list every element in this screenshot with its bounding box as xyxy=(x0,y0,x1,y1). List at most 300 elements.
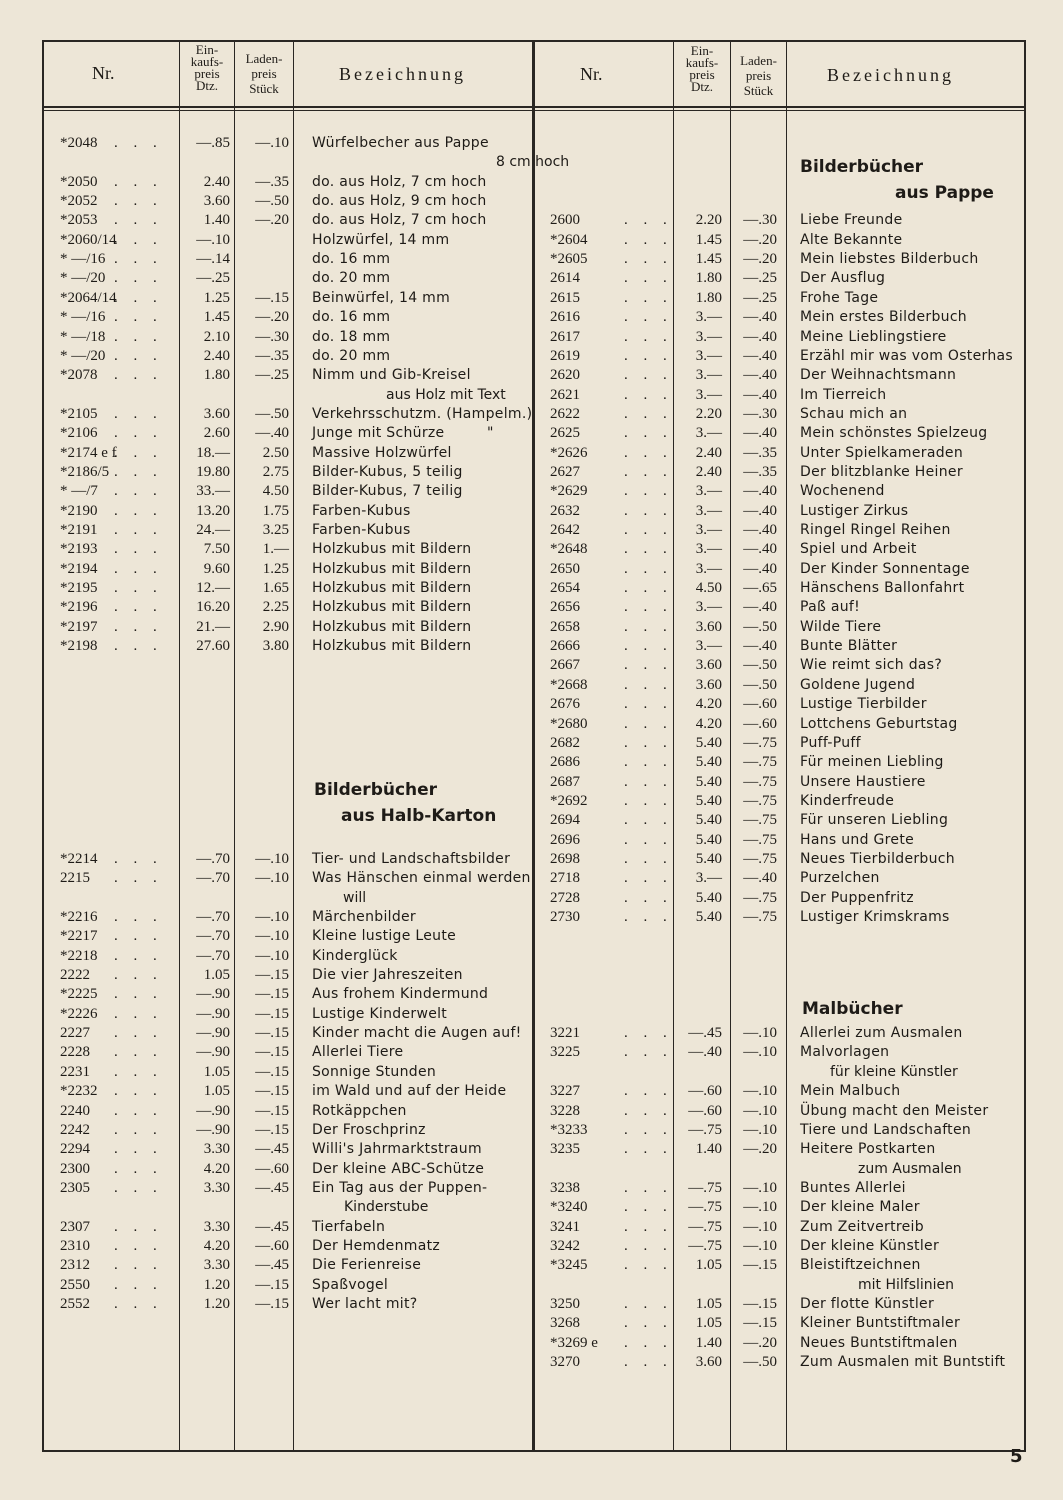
leader-dots: . . . xyxy=(624,1179,673,1196)
einkaufspreis-value: 24.— xyxy=(196,522,230,538)
einkaufspreis-value: 16.20 xyxy=(196,599,230,616)
bezeichnung-text: do. 20 mm xyxy=(312,270,391,287)
ladenpreis-value: —.10 xyxy=(743,1199,777,1216)
leader-dots: . . . xyxy=(624,367,673,384)
item-number: *2060/14 xyxy=(60,231,117,248)
ladenpreis-value: —.40 xyxy=(743,386,777,403)
header-rule xyxy=(44,106,1024,108)
leader-dots: . . . xyxy=(624,638,673,655)
description-continuation: für kleine Künstler xyxy=(830,1063,958,1080)
bezeichnung-text: Kinderfreude xyxy=(800,792,895,809)
ladenpreis-value: —.15 xyxy=(255,1296,289,1312)
bezeichnung-text: Zum Ausmalen mit Buntstift xyxy=(800,1354,1006,1371)
ladenpreis-value: —.60 xyxy=(255,1237,289,1254)
einkaufspreis-value: —.70 xyxy=(196,928,230,945)
einkaufspreis-value: 33.— xyxy=(196,483,230,500)
bezeichnung-text: Frohe Tage xyxy=(800,289,879,306)
section-heading-malbuecher: Malbücher xyxy=(802,999,903,1019)
leader-dots: . . . xyxy=(114,1063,163,1080)
table-row xyxy=(44,329,1024,348)
item-number: *2225 xyxy=(60,986,98,1003)
ladenpreis-value: —.15 xyxy=(743,1315,777,1332)
bezeichnung-text: Holzkubus mit Bildern xyxy=(312,541,472,558)
einkaufspreis-value: 5.40 xyxy=(695,792,722,809)
table-row xyxy=(44,1296,1024,1315)
ladenpreis-value: —.40 xyxy=(743,522,777,538)
einkaufspreis-value: —.75 xyxy=(688,1121,722,1138)
leader-dots: . . . xyxy=(114,1121,163,1138)
bezeichnung-text: Heitere Postkarten xyxy=(800,1141,936,1158)
table-row xyxy=(44,657,1024,676)
einkaufspreis-value: 3.— xyxy=(695,347,722,364)
item-number: *2629 xyxy=(550,483,588,500)
table-row xyxy=(44,464,1024,483)
item-number: 3235 xyxy=(550,1141,580,1158)
leader-dots: . . . xyxy=(624,812,673,829)
item-number: *2195 xyxy=(60,580,98,597)
einkaufspreis-value: —.75 xyxy=(688,1199,722,1216)
table-row xyxy=(44,774,1024,793)
item-number: 3227 xyxy=(550,1083,580,1100)
item-number: *2217 xyxy=(60,928,98,945)
leader-dots: . . . xyxy=(624,1354,673,1371)
item-number: *2078 xyxy=(60,367,98,384)
bezeichnung-text: Schau mich an xyxy=(800,405,908,422)
ladenpreis-value: —.10 xyxy=(255,928,289,945)
ladenpreis-value: —.30 xyxy=(743,405,777,422)
einkaufspreis-value: —.14 xyxy=(196,251,230,268)
leader-dots: . . . xyxy=(114,270,163,287)
item-number: 3270 xyxy=(550,1354,580,1371)
bezeichnung-text: im Wald und auf der Heide xyxy=(312,1083,507,1100)
ladenpreis-value: —.15 xyxy=(255,1121,289,1138)
einkaufspreis-value: 7.50 xyxy=(203,541,230,558)
ladenpreis-value: —.75 xyxy=(743,909,777,925)
einkaufspreis-value: 1.80 xyxy=(695,270,722,287)
bezeichnung-text: Der Kinder Sonnentage xyxy=(800,560,970,577)
leader-dots: . . . xyxy=(114,1257,163,1274)
leader-dots: . . . xyxy=(114,618,163,635)
einkaufspreis-value: —.75 xyxy=(688,1237,722,1254)
ladenpreis-value: —.35 xyxy=(255,347,289,364)
item-number: *2648 xyxy=(550,541,588,558)
table-row xyxy=(44,348,1024,367)
item-number: 2620 xyxy=(550,367,580,384)
leader-dots: . . . xyxy=(114,463,163,480)
bezeichnung-text: Holzkubus mit Bildern xyxy=(312,560,472,577)
leader-dots: . . . xyxy=(624,1315,673,1332)
ladenpreis-value: —.50 xyxy=(743,618,777,635)
einkaufspreis-value: 1.80 xyxy=(203,367,230,384)
leader-dots: . . . xyxy=(114,444,163,461)
table-row xyxy=(44,909,1024,928)
bezeichnung-text: Tiere und Landschaften xyxy=(800,1121,972,1138)
item-number: *2194 xyxy=(60,560,98,577)
table-row xyxy=(44,890,1024,909)
leader-dots: . . . xyxy=(624,715,673,732)
leader-dots: . . . xyxy=(114,1025,163,1042)
description-continuation: aus Holz mit Text xyxy=(386,386,506,403)
table-row xyxy=(44,387,1024,406)
ladenpreis-value: 1.— xyxy=(262,541,289,558)
table-row xyxy=(44,812,1024,831)
table-row xyxy=(44,793,1024,812)
item-number: 2666 xyxy=(550,638,580,655)
ladenpreis-value: —.15 xyxy=(743,1296,777,1312)
ladenpreis-value: —.40 xyxy=(743,541,777,558)
ladenpreis-value: —.40 xyxy=(743,502,777,519)
leader-dots: . . . xyxy=(114,1296,163,1312)
bezeichnung-text: Der kleine Maler xyxy=(800,1199,920,1216)
item-number: 2682 xyxy=(550,734,580,751)
leader-dots: . . . xyxy=(114,1083,163,1100)
einkaufspreis-value: 3.60 xyxy=(695,676,722,693)
einkaufspreis-value: 1.40 xyxy=(695,1334,722,1351)
einkaufspreis-value: 3.60 xyxy=(695,657,722,674)
table-row xyxy=(44,309,1024,328)
item-number: 2614 xyxy=(550,270,580,287)
einkaufspreis-value: 3.— xyxy=(695,367,722,384)
bezeichnung-text: Willi's Jahrmarktstraum xyxy=(312,1141,482,1158)
ladenpreis-value: —.50 xyxy=(255,193,289,210)
item-number: 2600 xyxy=(550,212,580,229)
bezeichnung-text: Holzwürfel, 14 mm xyxy=(312,231,450,248)
leader-dots: . . . xyxy=(624,1044,673,1061)
einkaufspreis-value: —.90 xyxy=(196,1121,230,1138)
bezeichnung-text: Für meinen Liebling xyxy=(800,754,944,771)
table-row xyxy=(44,483,1024,502)
einkaufspreis-value: 5.40 xyxy=(695,754,722,771)
leader-dots: . . . xyxy=(624,328,673,345)
einkaufspreis-value: —.25 xyxy=(196,270,230,287)
leader-dots: . . . xyxy=(624,425,673,442)
ladenpreis-value: —.40 xyxy=(743,560,777,577)
leader-dots: . . . xyxy=(624,405,673,422)
leader-dots: . . . xyxy=(624,212,673,229)
leader-dots: . . . xyxy=(114,405,163,422)
bezeichnung-text: Purzelchen xyxy=(800,870,880,887)
table-row xyxy=(44,580,1024,599)
einkaufspreis-value: 4.20 xyxy=(695,696,722,713)
item-number: 3225 xyxy=(550,1044,580,1061)
table-row xyxy=(44,851,1024,870)
bezeichnung-text: Was Hänschen einmal werden xyxy=(312,870,531,887)
table-row xyxy=(44,561,1024,580)
ladenpreis-value: —.30 xyxy=(743,212,777,229)
ladenpreis-value: —.10 xyxy=(743,1218,777,1235)
item-number: *2218 xyxy=(60,947,98,964)
ladenpreis-value: —.75 xyxy=(743,734,777,751)
ladenpreis-value: —.40 xyxy=(743,599,777,616)
einkaufspreis-value: 3.— xyxy=(695,560,722,577)
einkaufspreis-value: 3.— xyxy=(695,502,722,519)
einkaufspreis-value: 4.20 xyxy=(695,715,722,732)
einkaufspreis-value: 3.— xyxy=(695,483,722,500)
price-list-table xyxy=(42,40,1026,1452)
einkaufspreis-value: 19.80 xyxy=(196,463,230,480)
ladenpreis-value: —.20 xyxy=(743,1141,777,1158)
einkaufspreis-value: 2.10 xyxy=(203,328,230,345)
einkaufspreis-value: 3.— xyxy=(695,638,722,655)
item-number: * —/20 xyxy=(60,270,106,287)
ladenpreis-value: —.40 xyxy=(743,425,777,442)
einkaufspreis-value: 5.40 xyxy=(695,909,722,925)
bezeichnung-text: Farben-Kubus xyxy=(312,522,411,538)
einkaufspreis-value: 2.60 xyxy=(203,425,230,442)
table-row xyxy=(44,696,1024,715)
bezeichnung-text: Buntes Allerlei xyxy=(800,1179,906,1196)
table-row xyxy=(44,599,1024,618)
leader-dots: . . . xyxy=(114,1237,163,1254)
table-row xyxy=(44,290,1024,309)
section-heading-pappe: Bilderbücher aus Pappe xyxy=(800,157,994,203)
leader-dots: . . . xyxy=(114,1160,163,1177)
ladenpreis-value: —.40 xyxy=(743,367,777,384)
header-ladenpreis: Laden- preis Stück xyxy=(740,53,777,98)
table-row xyxy=(44,1257,1024,1276)
table-row xyxy=(44,1180,1024,1199)
einkaufspreis-value: 5.40 xyxy=(695,734,722,751)
ladenpreis-value: 2.25 xyxy=(262,599,289,616)
item-number: *2196 xyxy=(60,599,98,616)
table-row xyxy=(44,367,1024,386)
ladenpreis-value: —.40 xyxy=(743,870,777,887)
item-number: 2650 xyxy=(550,560,580,577)
item-number: * —/7 xyxy=(60,483,98,500)
item-number: *2105 xyxy=(60,405,98,422)
item-number: * —/20 xyxy=(60,347,106,364)
ladenpreis-value: —.10 xyxy=(743,1237,777,1254)
einkaufspreis-value: 1.20 xyxy=(203,1276,230,1293)
item-number: 3242 xyxy=(550,1237,580,1254)
ladenpreis-value: 2.90 xyxy=(262,618,289,635)
ladenpreis-value: —.25 xyxy=(255,367,289,384)
item-number: 2231 xyxy=(60,1063,90,1080)
leader-dots: . . . xyxy=(114,1276,163,1293)
bezeichnung-text: Massive Holzwürfel xyxy=(312,444,452,461)
item-number: * —/18 xyxy=(60,328,106,345)
table-row xyxy=(44,1141,1024,1160)
ladenpreis-value: —.15 xyxy=(255,967,289,984)
leader-dots: . . . xyxy=(624,251,673,268)
einkaufspreis-value: 1.05 xyxy=(695,1257,722,1274)
ladenpreis-value: —.65 xyxy=(743,580,777,597)
einkaufspreis-value: —.10 xyxy=(196,231,230,248)
ladenpreis-value: —.20 xyxy=(743,1334,777,1351)
leader-dots: . . . xyxy=(114,483,163,500)
item-number: 2632 xyxy=(550,502,580,519)
item-number: *2106 xyxy=(60,425,98,442)
leader-dots: . . . xyxy=(114,135,163,151)
header-rule xyxy=(44,110,1024,111)
ladenpreis-value: —.15 xyxy=(255,1005,289,1022)
item-number: *2668 xyxy=(550,676,588,693)
bezeichnung-text: Bunte Blätter xyxy=(800,638,898,655)
item-number: 2617 xyxy=(550,328,580,345)
ladenpreis-value: —.30 xyxy=(255,328,289,345)
leader-dots: . . . xyxy=(624,1083,673,1100)
leader-dots: . . . xyxy=(114,1141,163,1158)
ladenpreis-value: —.60 xyxy=(743,696,777,713)
bezeichnung-text: Tierfabeln xyxy=(312,1218,386,1235)
bezeichnung-text: Tier- und Landschaftsbilder xyxy=(312,850,511,867)
bezeichnung-text: Ringel Ringel Reihen xyxy=(800,522,951,538)
bezeichnung-text: Der Weihnachtsmann xyxy=(800,367,957,384)
item-number: 3238 xyxy=(550,1179,580,1196)
ladenpreis-value: —.45 xyxy=(255,1218,289,1235)
bezeichnung-text: Märchenbilder xyxy=(312,909,416,925)
bezeichnung-text: Mein Malbuch xyxy=(800,1083,901,1100)
ladenpreis-value: —.15 xyxy=(255,1083,289,1100)
bezeichnung-text: Der Puppenfritz xyxy=(800,889,914,906)
ladenpreis-value: —.45 xyxy=(255,1179,289,1196)
table-row xyxy=(44,1103,1024,1122)
item-number: 2552 xyxy=(60,1296,90,1312)
bezeichnung-text: Aus frohem Kindermund xyxy=(312,986,489,1003)
description-continuation: will xyxy=(343,889,367,906)
bezeichnung-text: Puff-Puff xyxy=(800,734,861,751)
bezeichnung-text: Mein schönstes Spielzeug xyxy=(800,425,988,442)
einkaufspreis-value: —.70 xyxy=(196,870,230,887)
item-number: *2692 xyxy=(550,792,588,809)
leader-dots: . . . xyxy=(114,947,163,964)
einkaufspreis-value: —.90 xyxy=(196,986,230,1003)
ladenpreis-value: —.45 xyxy=(255,1141,289,1158)
einkaufspreis-value: 1.05 xyxy=(203,967,230,984)
einkaufspreis-value: 5.40 xyxy=(695,850,722,867)
ladenpreis-value: 1.75 xyxy=(262,502,289,519)
item-number: *2053 xyxy=(60,212,98,229)
bezeichnung-text: Holzkubus mit Bildern xyxy=(312,618,472,635)
einkaufspreis-value: 3.60 xyxy=(203,405,230,422)
table-row xyxy=(44,619,1024,638)
ladenpreis-value: —.10 xyxy=(255,850,289,867)
item-number: *2186/5 xyxy=(60,463,110,480)
item-number: 2658 xyxy=(550,618,580,635)
einkaufspreis-value: 3.60 xyxy=(203,193,230,210)
ladenpreis-value: —.25 xyxy=(743,289,777,306)
bezeichnung-text: Bilder-Kubus, 7 teilig xyxy=(312,483,463,500)
ladenpreis-value: 3.80 xyxy=(262,638,289,655)
leader-dots: . . . xyxy=(624,1296,673,1312)
einkaufspreis-value: —.90 xyxy=(196,1025,230,1042)
einkaufspreis-value: 1.45 xyxy=(695,251,722,268)
leader-dots: . . . xyxy=(624,347,673,364)
table-row xyxy=(44,445,1024,464)
ladenpreis-value: —.10 xyxy=(743,1083,777,1100)
item-number: 2676 xyxy=(550,696,580,713)
ladenpreis-value: —.45 xyxy=(255,1257,289,1274)
leader-dots: . . . xyxy=(624,483,673,500)
bezeichnung-text: Der flotte Künstler xyxy=(800,1296,934,1312)
item-number: 2656 xyxy=(550,599,580,616)
description-continuation: mit Hilfslinien xyxy=(858,1276,955,1293)
item-number: *3233 xyxy=(550,1121,588,1138)
einkaufspreis-value: 18.— xyxy=(196,444,230,461)
einkaufspreis-value: 5.40 xyxy=(695,889,722,906)
einkaufspreis-value: 3.30 xyxy=(203,1257,230,1274)
ladenpreis-value: —.20 xyxy=(743,231,777,248)
bezeichnung-text: Neues Tierbilderbuch xyxy=(800,850,955,867)
einkaufspreis-value: 3.— xyxy=(695,522,722,538)
header-bezeichnung: Bezeichnung xyxy=(339,64,466,84)
leader-dots: . . . xyxy=(624,502,673,519)
einkaufspreis-value: 2.20 xyxy=(695,212,722,229)
bezeichnung-text: Kinder macht die Augen auf! xyxy=(312,1025,522,1042)
item-number: * —/16 xyxy=(60,309,106,326)
ladenpreis-value: —.15 xyxy=(255,1102,289,1119)
leader-dots: . . . xyxy=(624,1025,673,1042)
ladenpreis-value: —.10 xyxy=(255,135,289,151)
item-number: *2193 xyxy=(60,541,98,558)
einkaufspreis-value: 3.30 xyxy=(203,1179,230,1196)
ladenpreis-value: —.10 xyxy=(743,1025,777,1042)
einkaufspreis-value: 1.45 xyxy=(203,309,230,326)
leader-dots: . . . xyxy=(114,967,163,984)
bezeichnung-text: Paß auf! xyxy=(800,599,861,616)
einkaufspreis-value: 3.30 xyxy=(203,1141,230,1158)
bezeichnung-text: Würfelbecher aus Pappe xyxy=(312,135,489,151)
table-row xyxy=(44,425,1024,444)
leader-dots: . . . xyxy=(624,1141,673,1158)
bezeichnung-text: do. aus Holz, 7 cm hoch xyxy=(312,173,487,190)
ladenpreis-value: —.15 xyxy=(255,986,289,1003)
bezeichnung-text: Der Hemdenmatz xyxy=(312,1237,441,1254)
bezeichnung-text: Sonnige Stunden xyxy=(312,1063,437,1080)
ladenpreis-value: —.25 xyxy=(743,270,777,287)
bezeichnung-text: Allerlei zum Ausmalen xyxy=(800,1025,963,1042)
bezeichnung-text: Übung macht den Meister xyxy=(800,1102,989,1119)
leader-dots: . . . xyxy=(624,231,673,248)
leader-dots: . . . xyxy=(624,831,673,848)
einkaufspreis-value: —.75 xyxy=(688,1179,722,1196)
bezeichnung-text: Hans und Grete xyxy=(800,831,915,848)
leader-dots: . . . xyxy=(114,870,163,887)
item-number: *2190 xyxy=(60,502,98,519)
bezeichnung-text: Allerlei Tiere xyxy=(312,1044,404,1061)
leader-dots: . . . xyxy=(114,850,163,867)
item-number: *2626 xyxy=(550,444,588,461)
header-einkaufspreis: Ein- kaufs- preis Dtz. xyxy=(685,43,719,94)
item-number: *2232 xyxy=(60,1083,98,1100)
einkaufspreis-value: 4.20 xyxy=(203,1237,230,1254)
table-row xyxy=(44,948,1024,967)
leader-dots: . . . xyxy=(114,1102,163,1119)
leader-dots: . . . xyxy=(624,696,673,713)
bezeichnung-text: Liebe Freunde xyxy=(800,212,903,229)
table-row xyxy=(44,754,1024,773)
bezeichnung-text: Farben-Kubus xyxy=(312,502,411,519)
item-number: 2718 xyxy=(550,870,580,887)
header-einkaufspreis: Ein- kaufs- preis Dtz. xyxy=(190,42,224,93)
bezeichnung-text: Kleine lustige Leute xyxy=(312,928,457,945)
bezeichnung-text: Neues Buntstiftmalen xyxy=(800,1334,958,1351)
table-row xyxy=(44,232,1024,251)
item-number: 2215 xyxy=(60,870,90,887)
item-number: 2222 xyxy=(60,967,90,984)
table-row xyxy=(44,1335,1024,1354)
bezeichnung-text: Wochenend xyxy=(800,483,885,500)
einkaufspreis-value: 3.— xyxy=(695,309,722,326)
leader-dots: . . . xyxy=(624,1121,673,1138)
table-row xyxy=(44,1199,1024,1218)
item-number: *2197 xyxy=(60,618,98,635)
table-row xyxy=(44,716,1024,735)
ladenpreis-value: —.75 xyxy=(743,850,777,867)
leader-dots: . . . xyxy=(624,657,673,674)
item-number: 2307 xyxy=(60,1218,90,1235)
leader-dots: . . . xyxy=(624,1257,673,1274)
